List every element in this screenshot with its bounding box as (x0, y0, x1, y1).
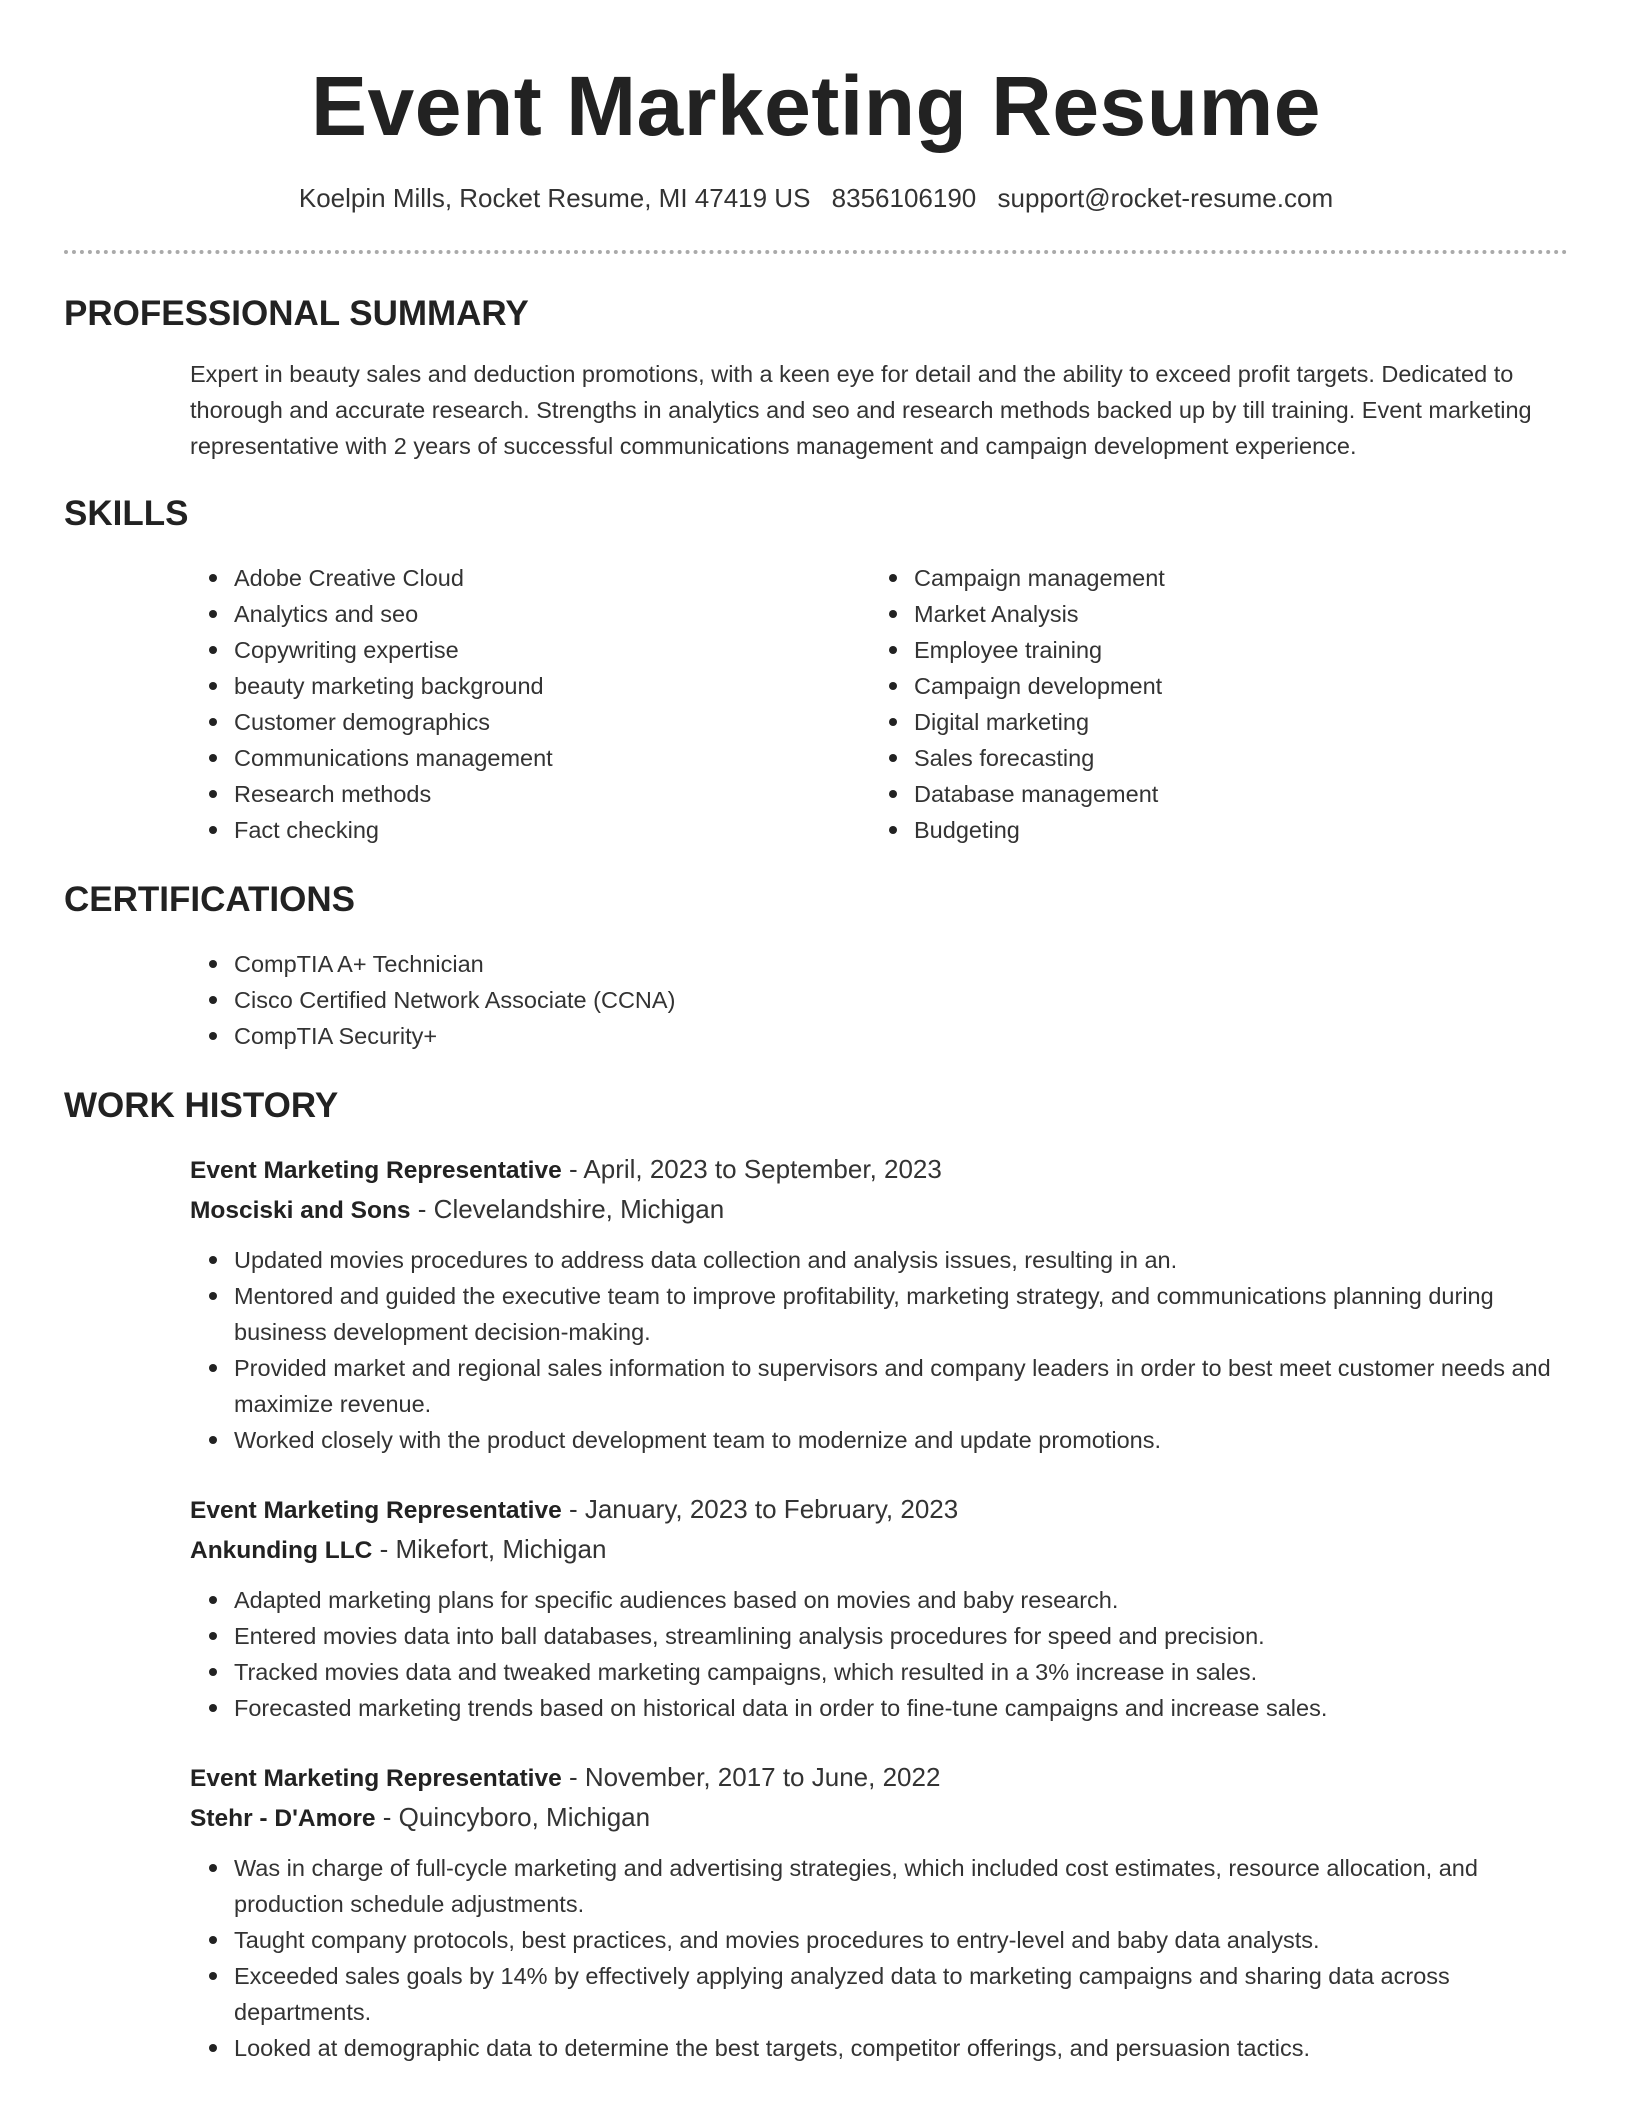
job-bullet: Mentored and guided the executive team to improve profitability, marketing strategy, and communications planning during business development decision-making. (234, 1278, 1568, 1350)
certifications-list (190, 946, 1568, 1054)
job-bullet: Entered movies data into ball databases, streamlining analysis procedures for speed and precision. (234, 1618, 1568, 1654)
job-bullet: Tracked movies data and tweaked marketing campaigns, which resulted in a 3% increase in sales. (234, 1654, 1568, 1690)
summary-heading: PROFESSIONAL SUMMARY (64, 294, 529, 333)
job-location: - Quincyboro, Michigan (375, 1802, 651, 1832)
skill-item: Analytics and seo (234, 596, 870, 632)
skill-item: Copywriting expertise (234, 632, 870, 668)
skill-item: beauty marketing background (234, 668, 870, 704)
job-company-line (190, 1190, 1568, 1230)
skill-item: Fact checking (234, 812, 870, 848)
skill-item: Communications management (234, 740, 870, 776)
skill-item: Adobe Creative Cloud (234, 560, 870, 596)
skill-item: Campaign development (914, 668, 1550, 704)
job-bullet: Adapted marketing plans for specific audiences based on movies and baby research. (234, 1582, 1568, 1618)
header-divider (64, 250, 1568, 254)
skill-item: Research methods (234, 776, 870, 812)
skills-column-left (190, 560, 870, 848)
skill-item: Employee training (914, 632, 1550, 668)
job-bullet: Looked at demographic data to determine the best targets, competitor offerings, and persuasion tactics. (234, 2030, 1568, 2066)
job-bullet: Exceeded sales goals by 14% by effectively applying analyzed data to marketing campaigns and sharing data across departments. (234, 1958, 1568, 2030)
job-bullets (190, 1242, 1568, 1458)
summary-section (64, 292, 1568, 464)
job-title: Event Marketing Representative (190, 1157, 562, 1184)
job-dates: - January, 2023 to February, 2023 (561, 1494, 959, 1524)
contact-phone: 8356106190 (831, 183, 977, 213)
contact-line (64, 180, 1568, 216)
contact-email[interactable]: support@rocket-resume.com (997, 183, 1334, 213)
skills-list-left (190, 560, 870, 848)
job-bullet: Taught company protocols, best practices, and movies procedures to entry-level and baby data analysts. (234, 1922, 1568, 1958)
skills-grid (190, 560, 1568, 848)
job-location: - Clevelandshire, Michigan (410, 1194, 725, 1224)
job-bullet: Worked closely with the product development team to modernize and update promotions. (234, 1422, 1568, 1458)
skill-item: Budgeting (914, 812, 1550, 848)
skills-list-right (870, 560, 1550, 848)
skills-body (190, 560, 1568, 848)
summary-body (190, 356, 1568, 464)
skill-item: Database management (914, 776, 1550, 812)
job-entry (190, 1758, 1568, 2066)
skills-heading: SKILLS (64, 494, 189, 533)
job-company-line (190, 1530, 1568, 1570)
job-dates: - April, 2023 to September, 2023 (561, 1154, 942, 1184)
certification-item: Cisco Certified Network Associate (CCNA) (234, 982, 1568, 1018)
skills-column-right (870, 560, 1550, 848)
certifications-heading: CERTIFICATIONS (64, 880, 356, 919)
job-title-line (190, 1150, 1568, 1190)
job-bullet: Provided market and regional sales information to supervisors and company leaders in order to best meet customer needs and maximize revenue. (234, 1350, 1568, 1422)
summary-text: Expert in beauty sales and deduction promotions, with a keen eye for detail and the ability to exceed profit targets. Dedicated to thorough and accurate research. Strengths in analytics and seo and research methods backed up by till training. Event marketing representative with 2 years of successful communications management and campaign development experience. (190, 361, 1532, 459)
work-history-body (190, 1150, 1568, 2066)
contact-address: Koelpin Mills, Rocket Resume, MI 47419 US (298, 183, 811, 213)
certifications-body (190, 946, 1568, 1054)
job-company: Stehr - D'Amore (190, 1805, 376, 1832)
certification-item: CompTIA Security+ (234, 1018, 1568, 1054)
job-title-line (190, 1758, 1568, 1798)
skill-item: Customer demographics (234, 704, 870, 740)
job-bullets (190, 1582, 1568, 1726)
work-history-heading: WORK HISTORY (64, 1086, 339, 1125)
job-location: - Mikefort, Michigan (372, 1534, 607, 1564)
resume-title: Event Marketing Resume (311, 59, 1321, 153)
job-bullet: Updated movies procedures to address data collection and analysis issues, resulting in an. (234, 1242, 1568, 1278)
job-bullets (190, 1850, 1568, 2066)
skills-section (64, 492, 1568, 848)
resume-header (64, 0, 1568, 216)
certification-item: CompTIA A+ Technician (234, 946, 1568, 982)
certifications-section (64, 878, 1568, 1054)
job-title: Event Marketing Representative (190, 1765, 562, 1792)
skill-item: Digital marketing (914, 704, 1550, 740)
job-entry (190, 1150, 1568, 1458)
job-bullet: Was in charge of full-cycle marketing and advertising strategies, which included cost estimates, resource allocation, and production schedule adjustments. (234, 1850, 1568, 1922)
work-history-section (64, 1084, 1568, 2066)
job-company: Ankunding LLC (190, 1537, 373, 1564)
job-title: Event Marketing Representative (190, 1497, 562, 1524)
job-dates: - November, 2017 to June, 2022 (561, 1762, 941, 1792)
job-company: Mosciski and Sons (190, 1197, 411, 1224)
skill-item: Sales forecasting (914, 740, 1550, 776)
job-company-line (190, 1798, 1568, 1838)
job-entry (190, 1490, 1568, 1726)
skill-item: Campaign management (914, 560, 1550, 596)
skill-item: Market Analysis (914, 596, 1550, 632)
job-title-line (190, 1490, 1568, 1530)
job-bullet: Forecasted marketing trends based on historical data in order to fine-tune campaigns and increase sales. (234, 1690, 1568, 1726)
